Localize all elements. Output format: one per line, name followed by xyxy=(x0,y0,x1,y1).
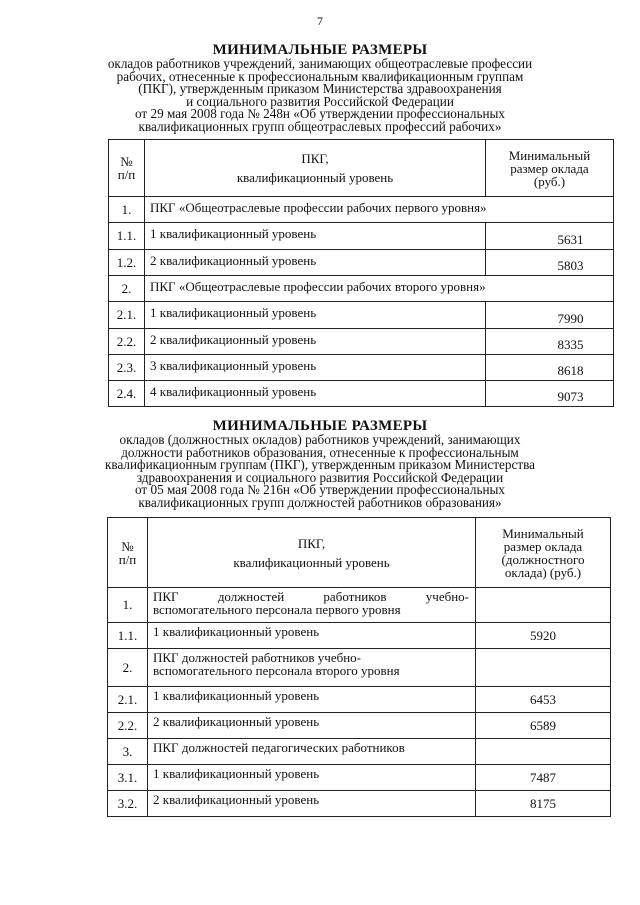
row-value xyxy=(476,649,611,687)
row-num: 3.1. xyxy=(108,765,148,791)
table-header-row xyxy=(108,518,611,588)
header-value xyxy=(486,140,614,197)
table-row xyxy=(108,791,611,817)
value-text: 9073 xyxy=(557,389,584,404)
row-name: ПКГ «Общеотраслевые профессии рабочих второго уровня» xyxy=(145,276,614,302)
row-value xyxy=(486,381,614,407)
row-name-line: вспомогательного персонала первого уровня xyxy=(153,602,401,617)
table-row xyxy=(109,250,614,276)
header-text: оклада) (руб.) xyxy=(504,564,582,580)
header-value xyxy=(476,518,611,588)
header-text: (руб.) xyxy=(533,173,566,189)
subtitle-line: здравоохранения и социального развития Российской Федерации xyxy=(136,469,504,485)
value-text: 8335 xyxy=(557,337,584,352)
section-subtitle xyxy=(70,434,570,509)
row-num: 2.1. xyxy=(108,687,148,713)
page-number: 7 xyxy=(317,14,323,28)
header-num xyxy=(109,140,145,197)
row-value xyxy=(486,355,614,381)
row-num: 3.2. xyxy=(108,791,148,817)
row-value: 6453 xyxy=(476,687,611,713)
value-text: 5803 xyxy=(557,258,584,273)
row-name xyxy=(148,588,476,623)
header-text: Минимальный xyxy=(508,147,591,163)
header-num xyxy=(108,518,148,588)
row-name xyxy=(148,649,476,687)
header-text: ПКГ, xyxy=(297,535,326,551)
subtitle-line: должности работников образования, отнесенные к профессиональным xyxy=(121,444,519,460)
section-heading: МИНИМАЛЬНЫЕ РАЗМЕРЫ xyxy=(212,418,428,434)
table-row xyxy=(109,381,614,407)
row-name: ПКГ «Общеотраслевые профессии рабочих первого уровня» xyxy=(145,197,614,223)
table-row xyxy=(109,355,614,381)
row-num: 1.1. xyxy=(109,223,145,250)
row-value: 5920 xyxy=(476,623,611,649)
table-row xyxy=(109,223,614,250)
row-name-line: вспомогательного персонала второго уровня xyxy=(153,663,400,678)
table-row xyxy=(109,197,614,223)
header-name xyxy=(148,518,476,588)
header-text: ПКГ, xyxy=(301,151,329,166)
value-text: 5631 xyxy=(557,232,584,247)
header-text: № xyxy=(121,538,134,554)
row-value: 6589 xyxy=(476,713,611,739)
row-value xyxy=(476,739,611,765)
subtitle-line: от 29 мая 2008 года № 248н «Об утверждении профессиональных xyxy=(135,106,505,121)
row-num: 2. xyxy=(108,649,148,687)
salary-table-workers xyxy=(108,139,614,407)
table-row xyxy=(108,713,611,739)
section-heading: МИНИМАЛЬНЫЕ РАЗМЕРЫ xyxy=(212,42,428,58)
row-name-line: ПКГ должностей работников учебно- xyxy=(153,650,362,665)
section-workers xyxy=(0,42,640,404)
table-row xyxy=(109,302,614,329)
row-value xyxy=(486,302,614,329)
header-text: квалификационный уровень xyxy=(233,554,390,570)
row-name: 1 квалификационный уровень xyxy=(148,687,476,713)
section-education xyxy=(0,418,640,811)
subtitle-line: окладов работников учреждений, занимающих общеотраслевые профессии xyxy=(107,56,533,71)
row-name: 1 квалификационный уровень xyxy=(148,765,476,791)
section-subtitle xyxy=(60,58,580,133)
row-value xyxy=(486,329,614,355)
row-name: 2 квалификационный уровень xyxy=(148,713,476,739)
header-text: (должностного xyxy=(501,551,585,567)
header-text: размер оклада xyxy=(510,160,589,176)
subtitle-line: квалификационным группам (ПКГ), утвержденным приказом Министерства xyxy=(104,457,536,472)
header-text: п/п xyxy=(118,551,137,567)
row-num: 1.2. xyxy=(109,250,145,276)
subtitle-line: и социального развития Российской Федерации xyxy=(186,93,454,109)
row-value: 7487 xyxy=(476,765,611,791)
table-row xyxy=(108,623,611,649)
subtitle-line: от 05 мая 2008 года № 216н «Об утверждении профессиональных xyxy=(135,482,505,497)
row-num: 2. xyxy=(109,276,145,302)
row-name: 2 квалификационный уровень xyxy=(148,791,476,817)
row-name: ПКГ должностей педагогических работников xyxy=(148,739,476,765)
row-name: 2 квалификационный уровень xyxy=(145,329,486,355)
row-num: 1. xyxy=(108,588,148,623)
subtitle-line: квалификационных групп общеотраслевых профессий рабочих» xyxy=(138,118,502,134)
header-name xyxy=(145,140,486,197)
header-text: Минимальный xyxy=(502,525,584,541)
salary-table-education xyxy=(107,517,611,817)
row-num: 2.4. xyxy=(109,381,145,407)
row-name: 1 квалификационный уровень xyxy=(145,223,486,250)
subtitle-line: окладов (должностных окладов) работников учреждений, занимающих xyxy=(119,432,521,447)
table-row xyxy=(108,687,611,713)
subtitle-line: рабочих, отнесенные к профессиональным квалификационным группам xyxy=(116,68,524,84)
header-text: п/п xyxy=(117,167,136,182)
row-value xyxy=(486,250,614,276)
header-text: № xyxy=(120,154,133,169)
row-num: 2.1. xyxy=(109,302,145,329)
table-row xyxy=(108,649,611,687)
row-num: 2.2. xyxy=(108,713,148,739)
value-text: 7990 xyxy=(557,311,584,326)
table-row xyxy=(108,739,611,765)
row-name: 4 квалификационный уровень xyxy=(145,381,486,407)
row-num: 2.3. xyxy=(109,355,145,381)
row-value xyxy=(486,223,614,250)
value-text: 8618 xyxy=(557,363,584,378)
subtitle-line: квалификационных групп должностей работников образования» xyxy=(138,494,502,510)
row-value xyxy=(476,588,611,623)
table-row xyxy=(109,329,614,355)
row-name-line: ПКГ должностей работников учебно- xyxy=(153,589,469,604)
table-row xyxy=(108,765,611,791)
header-text: размер оклада xyxy=(503,538,583,554)
row-num: 1. xyxy=(109,197,145,223)
table-row xyxy=(108,588,611,623)
table-header-row xyxy=(109,140,614,197)
row-value: 8175 xyxy=(476,791,611,817)
row-name: 1 квалификационный уровень xyxy=(148,623,476,649)
header-text: квалификационный уровень xyxy=(236,170,394,185)
row-name: 3 квалификационный уровень xyxy=(145,355,486,381)
row-num: 2.2. xyxy=(109,329,145,355)
table-row xyxy=(109,276,614,302)
row-num: 1.1. xyxy=(108,623,148,649)
subtitle-line: (ПКГ), утвержденным приказом Министерства здравоохранения xyxy=(138,81,502,96)
row-name: 2 квалификационный уровень xyxy=(145,250,486,276)
row-num: 3. xyxy=(108,739,148,765)
row-name: 1 квалификационный уровень xyxy=(145,302,486,329)
